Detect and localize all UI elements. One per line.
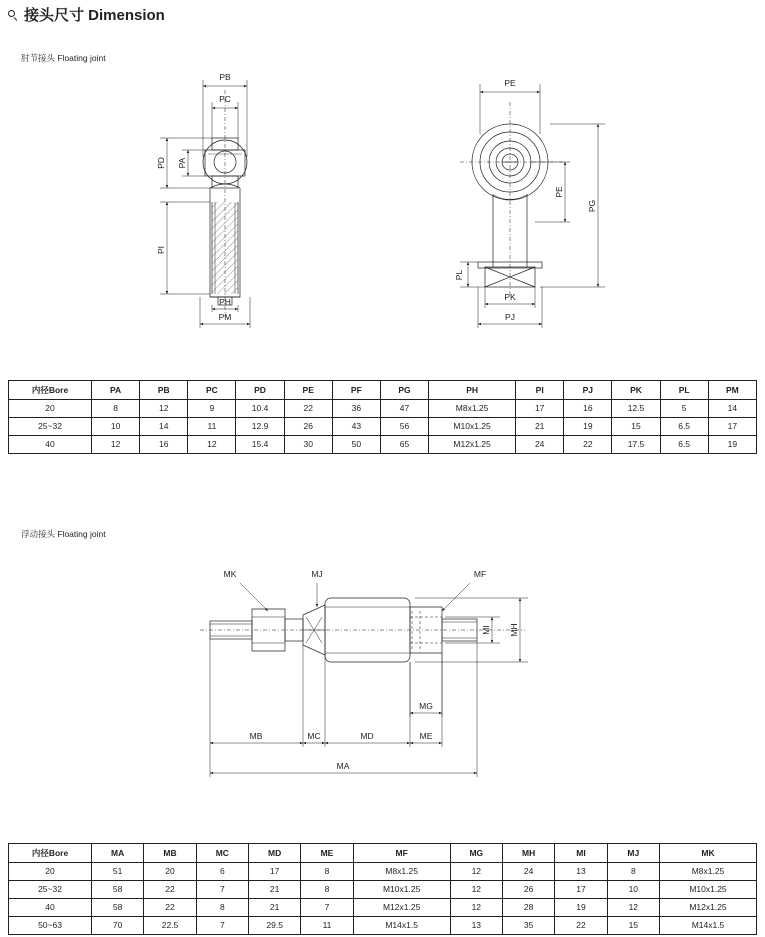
svg-text:MK: MK (223, 569, 237, 579)
cell-mg: 12 (450, 899, 502, 917)
svg-text:MC: MC (307, 731, 321, 741)
cell-pe: 26 (284, 418, 332, 436)
col-header-pm: PM (708, 381, 756, 400)
col-header-pa: PA (92, 381, 140, 400)
svg-text:ME: ME (419, 731, 433, 741)
svg-text:PI: PI (156, 245, 166, 255)
col-header-bore: 内径Bore (9, 381, 92, 400)
svg-text:PC: PC (219, 94, 231, 104)
cell-me: 8 (301, 863, 353, 881)
svg-text:MG: MG (419, 701, 433, 711)
table-header-row (9, 381, 757, 400)
cell-mj: 12 (607, 899, 659, 917)
cell-pd: 15.4 (236, 436, 284, 454)
col-header-mi: MI (555, 844, 607, 863)
cell-mb: 22 (144, 881, 196, 899)
table-row (9, 436, 757, 454)
cell-pb: 16 (140, 436, 188, 454)
table-row (9, 418, 757, 436)
cell-ma: 70 (92, 917, 144, 935)
cell-pb: 12 (140, 400, 188, 418)
cell-bore: 20 (9, 400, 92, 418)
cell-pg: 47 (380, 400, 428, 418)
col-header-ma: MA (92, 844, 144, 863)
cell-mb: 22.5 (144, 917, 196, 935)
cell-mh: 26 (502, 881, 554, 899)
col-header-bore: 内径Bore (9, 844, 92, 863)
cell-mj: 15 (607, 917, 659, 935)
cell-pl: 6.5 (660, 418, 708, 436)
col-header-pc: PC (188, 381, 236, 400)
cell-pj: 16 (564, 400, 612, 418)
cell-mi: 22 (555, 917, 607, 935)
cell-pf: 43 (332, 418, 380, 436)
cell-pm: 14 (708, 400, 756, 418)
svg-text:PL: PL (454, 269, 464, 281)
svg-text:PH: PH (219, 297, 231, 307)
cell-pj: 22 (564, 436, 612, 454)
cell-mc: 6 (196, 863, 248, 881)
cell-bore: 20 (9, 863, 92, 881)
col-header-md: MD (248, 844, 300, 863)
drawing-floating-joint (180, 545, 740, 805)
cell-mh: 35 (502, 917, 554, 935)
col-header-pe: PE (284, 381, 332, 400)
cell-mh: 28 (502, 899, 554, 917)
cell-pd: 12.9 (236, 418, 284, 436)
table-row (9, 917, 757, 935)
cell-pk: 17.5 (612, 436, 660, 454)
cell-pm: 19 (708, 436, 756, 454)
table-floating-dimensions (8, 843, 757, 935)
table-row (9, 881, 757, 899)
cell-mb: 20 (144, 863, 196, 881)
svg-text:PK: PK (504, 292, 516, 302)
cell-pi: 21 (516, 418, 564, 436)
cell-ph: M10x1.25 (429, 418, 516, 436)
col-header-pj: PJ (564, 381, 612, 400)
cell-mj: 8 (607, 863, 659, 881)
col-header-pl: PL (660, 381, 708, 400)
col-header-pk: PK (612, 381, 660, 400)
cell-bore: 25~32 (9, 881, 92, 899)
svg-text:MH: MH (509, 623, 519, 637)
cell-md: 21 (248, 899, 300, 917)
cell-bore: 40 (9, 899, 92, 917)
search-icon (8, 10, 19, 21)
svg-text:MB: MB (249, 731, 263, 741)
svg-text:MA: MA (336, 761, 350, 771)
cell-pl: 6.5 (660, 436, 708, 454)
cell-mf: M14x1.5 (353, 917, 450, 935)
svg-text:PB: PB (219, 72, 231, 82)
cell-mi: 17 (555, 881, 607, 899)
cell-pc: 12 (188, 436, 236, 454)
svg-text:MJ: MJ (311, 569, 323, 579)
cell-pl: 5 (660, 400, 708, 418)
col-header-pd: PD (236, 381, 284, 400)
table-row (9, 863, 757, 881)
table-elbow-dimensions (8, 380, 757, 454)
cell-pj: 19 (564, 418, 612, 436)
svg-text:PJ: PJ (505, 312, 515, 322)
cell-me: 11 (301, 917, 353, 935)
cell-pg: 56 (380, 418, 428, 436)
col-header-mb: MB (144, 844, 196, 863)
section-caption-elbow: 肘节接头 Floating joint (21, 53, 106, 63)
cell-pf: 50 (332, 436, 380, 454)
svg-text:PE: PE (554, 186, 564, 198)
cell-pi: 17 (516, 400, 564, 418)
cell-mj: 10 (607, 881, 659, 899)
drawing-elbow-joint (60, 62, 720, 357)
cell-mk: M14x1.5 (660, 917, 757, 935)
cell-mf: M12x1.25 (353, 899, 450, 917)
svg-text:MD: MD (360, 731, 374, 741)
cell-ma: 58 (92, 899, 144, 917)
cell-ph: M12x1.25 (429, 436, 516, 454)
svg-text:PE: PE (504, 78, 516, 88)
svg-text:PD: PD (156, 157, 166, 169)
col-header-mc: MC (196, 844, 248, 863)
col-header-mg: MG (450, 844, 502, 863)
cell-pa: 12 (92, 436, 140, 454)
col-header-pi: PI (516, 381, 564, 400)
cell-pd: 10.4 (236, 400, 284, 418)
cell-mg: 12 (450, 863, 502, 881)
cell-mg: 12 (450, 881, 502, 899)
cell-pi: 24 (516, 436, 564, 454)
cell-md: 17 (248, 863, 300, 881)
cell-mf: M8x1.25 (353, 863, 450, 881)
cell-mc: 7 (196, 917, 248, 935)
svg-text:MF: MF (473, 569, 487, 579)
svg-text:PA: PA (177, 157, 187, 169)
cell-pc: 11 (188, 418, 236, 436)
cell-ph: M8x1.25 (429, 400, 516, 418)
cell-pa: 8 (92, 400, 140, 418)
cell-md: 29.5 (248, 917, 300, 935)
col-header-pf: PF (332, 381, 380, 400)
cell-pc: 9 (188, 400, 236, 418)
table-header-row (9, 844, 757, 863)
page-title-text: 接头尺寸 Dimension (24, 7, 165, 24)
cell-pg: 65 (380, 436, 428, 454)
page-title (8, 8, 165, 23)
cell-me: 8 (301, 881, 353, 899)
cell-mb: 22 (144, 899, 196, 917)
cell-pe: 22 (284, 400, 332, 418)
col-header-me: ME (301, 844, 353, 863)
svg-text:PM: PM (218, 312, 232, 322)
col-header-mf: MF (353, 844, 450, 863)
cell-mh: 24 (502, 863, 554, 881)
svg-text:MI: MI (481, 625, 491, 635)
cell-bore: 25~32 (9, 418, 92, 436)
svg-text:PG: PG (587, 199, 597, 213)
cell-pf: 36 (332, 400, 380, 418)
cell-mk: M8x1.25 (660, 863, 757, 881)
col-header-mh: MH (502, 844, 554, 863)
col-header-ph: PH (429, 381, 516, 400)
table-row (9, 400, 757, 418)
table-row (9, 899, 757, 917)
cell-md: 21 (248, 881, 300, 899)
cell-me: 7 (301, 899, 353, 917)
cell-pb: 14 (140, 418, 188, 436)
cell-mf: M10x1.25 (353, 881, 450, 899)
col-header-pg: PG (380, 381, 428, 400)
cell-pk: 15 (612, 418, 660, 436)
cell-pk: 12.5 (612, 400, 660, 418)
cell-mk: M10x1.25 (660, 881, 757, 899)
cell-ma: 51 (92, 863, 144, 881)
cell-mi: 19 (555, 899, 607, 917)
cell-mk: M12x1.25 (660, 899, 757, 917)
cell-mc: 8 (196, 899, 248, 917)
cell-mc: 7 (196, 881, 248, 899)
cell-mg: 13 (450, 917, 502, 935)
col-header-pb: PB (140, 381, 188, 400)
cell-bore: 40 (9, 436, 92, 454)
cell-ma: 58 (92, 881, 144, 899)
col-header-mk: MK (660, 844, 757, 863)
cell-mi: 13 (555, 863, 607, 881)
cell-pa: 10 (92, 418, 140, 436)
cell-bore: 50~63 (9, 917, 92, 935)
col-header-mj: MJ (607, 844, 659, 863)
cell-pe: 30 (284, 436, 332, 454)
cell-pm: 17 (708, 418, 756, 436)
section-caption-floating: 浮动接头 Floating joint (21, 529, 106, 539)
